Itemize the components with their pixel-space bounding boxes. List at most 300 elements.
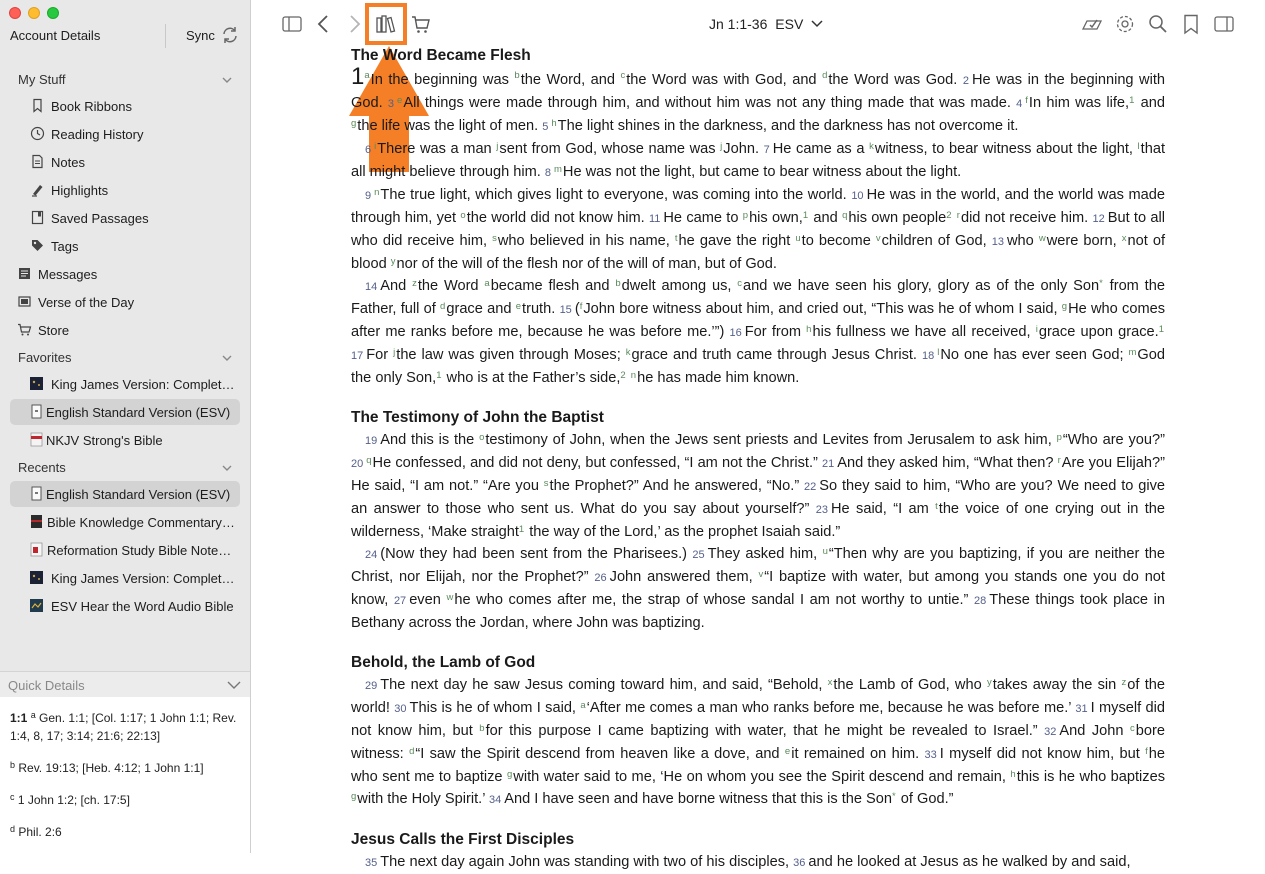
verse-number[interactable]: 15: [559, 304, 572, 316]
verse-text: nor of the will of the flesh nor of the will of man, but of God.: [396, 256, 777, 272]
cross-reference-marker[interactable]: e: [515, 301, 522, 312]
verse-text: grace and truth came through Jesus Christ.: [631, 347, 922, 363]
verse-text: (Now they had been sent from the Pharisees.): [380, 546, 693, 562]
verse-text: it remained on him.: [791, 746, 925, 762]
verse-text: the Word was with God, and: [626, 72, 823, 88]
cross-reference-marker[interactable]: w: [1038, 233, 1046, 244]
cross-reference-marker[interactable]: j: [720, 141, 723, 152]
verse-text: testimony of John, when the Jews sent priests and Levites from Jerusalem to ask him,: [485, 432, 1057, 448]
note-icon: [30, 154, 45, 169]
verse-text: He who comes after me ranks before me, because he was before me.’”): [351, 301, 1166, 340]
cross-reference-marker[interactable]: z: [412, 278, 417, 289]
verse-text: John.: [723, 141, 764, 157]
verse-text: grace and: [446, 301, 516, 317]
verse-text: truth.: [522, 301, 560, 317]
verse-text: he who sent me to baptize: [351, 746, 1165, 785]
cross-reference-marker[interactable]: 1: [802, 210, 809, 221]
sidebar-item-recent-esv[interactable]: [10, 481, 240, 507]
sidebar-item-verse-of-the-day[interactable]: [0, 289, 250, 315]
cross-reference-marker[interactable]: t: [674, 233, 678, 244]
book-cover-icon: [29, 376, 44, 391]
verse-text: who is at the Father’s side,: [442, 370, 621, 386]
book-cover-icon: [29, 598, 44, 613]
cross-reference-marker[interactable]: l: [1137, 141, 1140, 152]
sidebar: [0, 0, 251, 853]
cross-reference-marker[interactable]: v: [758, 569, 764, 580]
verse-number[interactable]: 33: [924, 749, 937, 761]
verse-of-day-icon: [17, 294, 32, 309]
verse-text: The next day he saw Jesus coming toward him, and said, “Behold,: [380, 677, 828, 693]
verse-text: even: [409, 592, 447, 608]
cross-reference-marker[interactable]: m: [554, 164, 562, 175]
verse-text: the Lamb of God, who: [833, 677, 987, 693]
sidebar-item-label: Verse of the Day: [38, 295, 135, 310]
verse-text: with the Holy Spirit.’: [357, 791, 489, 807]
cross-reference-marker[interactable]: 1: [1158, 324, 1164, 335]
cross-reference-marker[interactable]: c: [620, 70, 626, 81]
cross-reference-marker[interactable]: b: [479, 723, 485, 734]
verse-text: the law was given through Moses;: [396, 347, 626, 363]
verse-text: There was a man: [377, 141, 497, 157]
verse-text: the Word, and: [520, 72, 621, 88]
cross-reference-marker[interactable]: *: [892, 791, 896, 802]
verse-text: “Then why are you baptizing, if you are neither the Christ, nor Elijah, nor the Prophet?”: [351, 546, 1165, 585]
verse-text: For from: [744, 324, 807, 340]
verse-text: John bore witness about him, and cried out, “This was he of whom I said,: [583, 301, 1062, 317]
verse-number[interactable]: 4: [1016, 98, 1023, 110]
sidebar-item-label: Reformation Study Bible Note…: [47, 543, 232, 558]
messages-icon: [17, 266, 32, 281]
chevron-down-icon[interactable]: [220, 351, 234, 365]
clock-icon: [30, 126, 45, 141]
cross-reference-marker[interactable]: g: [1061, 301, 1068, 312]
sidebar-item-label: Notes: [51, 155, 85, 170]
sidebar-item-label: Store: [38, 323, 70, 338]
verse-number[interactable]: 5: [542, 121, 549, 133]
verse-text: He came as a: [772, 141, 870, 157]
passage-reference: Jn 1:1-36: [709, 16, 768, 32]
verse-text: grace upon grace.: [1038, 324, 1159, 340]
verse-number[interactable]: 11: [648, 213, 661, 225]
verse-text: witness, to bear witness about the light,: [874, 141, 1138, 157]
verse-text: “I baptize with water, but among you stands one you do not know,: [351, 569, 1165, 608]
right-panel-toggle-icon[interactable]: [1213, 13, 1235, 35]
window-controls: [9, 7, 59, 19]
book-cover-icon: [29, 432, 44, 447]
note-letter: d: [10, 824, 16, 834]
favorites-header[interactable]: Favorites: [18, 350, 72, 365]
verse-text: for this purpose I came baptizing with water, that he might be revealed to Israel.”: [485, 723, 1045, 739]
cross-reference-marker[interactable]: f: [1025, 95, 1028, 106]
cross-reference-marker[interactable]: s: [492, 233, 497, 244]
recents-header[interactable]: Recents: [18, 460, 66, 475]
verse-text: He was in the beginning with God.: [351, 72, 1166, 111]
verse-text: ‘After me comes a man who ranks before me, because he was before me.’: [586, 700, 1076, 716]
verse-text: No one has ever seen God;: [940, 347, 1129, 363]
reading-plan-icon[interactable]: [1081, 13, 1103, 35]
verse-text: And they asked him, “What then?: [837, 455, 1058, 471]
verse-text: In the beginning was: [370, 72, 515, 88]
verse-text: Are you Elijah?” He said, “I am not.” “Are you: [351, 455, 1165, 494]
verse-ref: 1:1: [10, 711, 28, 725]
note-letter: b: [10, 760, 16, 770]
cross-reference-marker[interactable]: o: [460, 210, 466, 221]
verse-text: But to all who did receive him,: [351, 210, 1165, 249]
verse-text: And John: [1059, 723, 1131, 739]
verse-number[interactable]: 12: [1092, 213, 1105, 225]
cross-reference-marker[interactable]: e: [784, 746, 791, 757]
book-cover-icon: [29, 542, 44, 557]
cross-reference-marker[interactable]: 2: [620, 370, 626, 381]
verse-text: And I have seen and have borne witness that this is the Son: [504, 791, 893, 807]
cross-reference-marker[interactable]: n: [374, 187, 380, 198]
verse-number[interactable]: 16: [729, 327, 742, 339]
cross-reference-marker[interactable]: j: [393, 347, 396, 358]
section-heading: The Testimony of John the Baptist: [351, 409, 604, 426]
section-heading: The Word Became Flesh: [351, 47, 531, 64]
cross-reference-marker[interactable]: r: [956, 210, 960, 221]
cross-reference-marker[interactable]: a: [484, 278, 490, 289]
sidebar-item-favorite-kjv[interactable]: [0, 371, 250, 397]
bible-version: ESV: [775, 16, 804, 32]
verse-text: he gave the right: [678, 233, 796, 249]
book-cover-icon: [29, 570, 44, 585]
passage-selector[interactable]: [709, 16, 823, 32]
cross-reference-marker[interactable]: 1: [518, 524, 525, 535]
zoom-window-button[interactable]: [47, 7, 59, 19]
cross-reference-marker[interactable]: k: [869, 141, 874, 152]
verse-text: He was in the world, and the world was made through him, yet: [351, 187, 1165, 226]
search-icon[interactable]: [1147, 13, 1169, 35]
verse-text: who: [1006, 233, 1039, 249]
cross-reference-marker[interactable]: g: [351, 791, 357, 802]
verse-text: did not receive him.: [960, 210, 1093, 226]
sync-icon[interactable]: [220, 25, 240, 45]
cross-reference-marker[interactable]: b: [514, 70, 520, 81]
sidebar-item-messages[interactable]: [0, 261, 250, 287]
sidebar-item-label: Book Ribbons: [51, 99, 132, 114]
paragraph: [351, 184, 1165, 275]
verse-text: the Word: [417, 278, 485, 294]
verse-number[interactable]: 18: [921, 350, 935, 362]
verse-text: and: [1135, 95, 1165, 111]
cross-reference-marker[interactable]: z: [1121, 677, 1127, 688]
verse-text: These things took place in Bethany across the Jordan, where John was baptizing.: [351, 592, 1166, 631]
cross-reference-entry[interactable]: [10, 709, 242, 745]
cross-reference-marker[interactable]: o: [479, 432, 485, 443]
paragraph: [351, 138, 1165, 184]
sidebar-item-label: Messages: [38, 267, 98, 282]
paragraph: [351, 851, 1165, 874]
verse-text: and he looked at Jesus as he walked by and said,: [808, 854, 1131, 870]
cross-reference-marker[interactable]: i: [374, 141, 377, 152]
cross-reference-marker[interactable]: g: [351, 118, 357, 129]
sidebar-item-label: Highlights: [51, 183, 109, 198]
quick-details-title: Quick Details: [8, 678, 85, 693]
cross-reference-marker[interactable]: b: [615, 278, 621, 289]
cross-reference-marker[interactable]: h: [806, 324, 812, 335]
verse-text: his fullness we have all received,: [812, 324, 1036, 340]
verse-text: with water said to me, ‘He on whom you see the Spirit descend and remain,: [513, 769, 1011, 785]
sidebar-item-label: King James Version: Complet…: [51, 377, 235, 392]
verse-text: And: [380, 278, 413, 294]
sidebar-item-saved-passages[interactable]: [0, 205, 250, 231]
my-stuff-header[interactable]: My Stuff: [18, 72, 66, 87]
cross-reference-marker[interactable]: v: [875, 233, 881, 244]
cross-reference-marker[interactable]: s: [543, 478, 549, 489]
tag-icon: [30, 238, 45, 253]
verse-text: this is he who baptizes: [1016, 769, 1165, 785]
verse-text: he has made him known.: [637, 370, 800, 386]
verse-number[interactable]: 9: [365, 190, 372, 202]
cross-reference-marker[interactable]: 1: [1129, 95, 1135, 106]
cross-reference-marker[interactable]: r: [1057, 455, 1061, 466]
verse-number[interactable]: 8: [544, 167, 551, 179]
verse-number[interactable]: 20: [351, 458, 364, 470]
store-cart-icon[interactable]: [410, 13, 432, 35]
sidebar-item-label: Bible Knowledge Commentary…: [47, 515, 235, 530]
highlighter-icon: [30, 182, 45, 197]
verse-text: God the only Son,: [351, 347, 1165, 386]
cross-reference-text: Phil. 2:6: [18, 825, 62, 839]
verse-number[interactable]: 17: [351, 350, 364, 362]
cross-reference-marker[interactable]: l: [937, 347, 940, 358]
verse-number[interactable]: 32: [1044, 726, 1057, 738]
chevron-down-icon[interactable]: [220, 73, 234, 87]
sidebar-item-store[interactable]: [0, 317, 250, 343]
cross-reference-marker[interactable]: n: [630, 370, 637, 381]
cross-reference-marker[interactable]: w: [446, 592, 454, 603]
sidebar-item-label: Reading History: [51, 127, 144, 142]
gear-icon[interactable]: [1114, 13, 1136, 35]
verse-number[interactable]: 7: [763, 144, 770, 156]
verse-text: children of God,: [881, 233, 992, 249]
bookmark-icon[interactable]: [1180, 13, 1202, 35]
sidebar-item-recent-esv-audio[interactable]: [0, 593, 250, 619]
verse-number[interactable]: 23: [815, 504, 829, 516]
cross-reference-marker[interactable]: u: [795, 233, 801, 244]
cross-reference-text: Gen. 1:1; [Col. 1:17; 1 John 1:1; Rev. 1:4, 8, 17; 3:14; 21:6; 22:13]: [10, 711, 237, 743]
cross-reference-marker[interactable]: a: [580, 700, 586, 711]
verse-text: the way of the Lord,’ as the prophet Isaiah said.”: [525, 524, 841, 540]
paragraph: [351, 543, 1165, 634]
section-heading: Jesus Calls the First Disciples: [351, 831, 575, 848]
verse-number[interactable]: 28: [974, 595, 987, 607]
sidebar-item-reading-history[interactable]: [0, 121, 250, 147]
cross-reference-marker[interactable]: x: [1121, 233, 1127, 244]
cross-reference-marker[interactable]: h: [1010, 769, 1016, 780]
verse-text: of God.”: [896, 791, 954, 807]
section-heading: Behold, the Lamb of God: [351, 654, 536, 671]
verse-number[interactable]: 13: [991, 236, 1004, 248]
sidebar-item-favorite-nkjv[interactable]: [0, 427, 250, 453]
sidebar-item-label: NKJV Strong's Bible: [46, 433, 163, 448]
verse-text: the Word was God.: [828, 72, 963, 88]
verse-number[interactable]: 35: [365, 857, 378, 869]
verse-text: the life was the light of men.: [357, 118, 543, 134]
verse-text: became flesh and: [490, 278, 616, 294]
bookmark-icon: [30, 98, 45, 113]
cross-reference-marker[interactable]: *: [1099, 278, 1103, 289]
paragraph: [351, 429, 1165, 543]
quick-details-panel: [0, 697, 250, 853]
cross-reference-marker[interactable]: q: [366, 455, 372, 466]
back-icon[interactable]: [313, 13, 335, 35]
close-window-button[interactable]: [9, 7, 21, 19]
cross-reference-text: 1 John 1:2; [ch. 17:5]: [17, 793, 130, 807]
verse-text: In him was life,: [1028, 95, 1130, 111]
verse-text: (: [574, 301, 580, 317]
sidebar-item-label: ESV Hear the Word Audio Bible: [51, 599, 234, 614]
chevron-down-icon[interactable]: [220, 461, 234, 475]
cross-reference-marker[interactable]: c: [1130, 723, 1135, 734]
verse-number[interactable]: 27: [393, 595, 407, 607]
sidebar-item-recent-reformation[interactable]: [0, 537, 250, 563]
cross-reference-text: Rev. 19:13; [Heb. 4:12; 1 John 1:1]: [18, 761, 204, 775]
book-cover-icon: [29, 486, 44, 501]
verse-text: to become: [801, 233, 876, 249]
cross-reference-entry[interactable]: [10, 759, 242, 777]
cross-reference-marker[interactable]: p: [1056, 432, 1062, 443]
cross-reference-marker[interactable]: h: [551, 118, 557, 129]
cross-reference-entry[interactable]: [10, 823, 242, 841]
cross-reference-marker[interactable]: m: [1128, 347, 1137, 358]
sidebar-item-book-ribbons[interactable]: [0, 93, 250, 119]
verse-text: bore witness:: [351, 723, 1166, 762]
minimize-window-button[interactable]: [28, 7, 40, 19]
sidebar-item-label: English Standard Version (ESV): [46, 487, 231, 502]
cross-reference-marker[interactable]: d: [409, 746, 415, 757]
note-letter: a: [30, 710, 36, 720]
verse-text: takes away the sin: [992, 677, 1122, 693]
book-cover-icon: [29, 514, 44, 529]
verse-text: “I saw the Spirit descend from heaven like a dove, and: [415, 746, 785, 762]
verse-number[interactable]: 22: [804, 481, 817, 493]
verse-text: He was not the light, but came to bear witness about the light.: [562, 164, 962, 180]
note-letter: c: [10, 792, 15, 802]
verse-text: that all might believe through him.: [351, 141, 1166, 180]
bible-text: [351, 45, 1165, 874]
sidebar-item-recent-bkc[interactable]: [0, 509, 250, 535]
verse-text: The true light, which gives light to everyone, was coming into the world.: [380, 187, 852, 203]
verse-number[interactable]: 24: [365, 549, 378, 561]
verse-text: his own,: [749, 210, 803, 226]
cross-reference-marker[interactable]: k: [625, 347, 631, 358]
cross-reference-marker[interactable]: p: [742, 210, 749, 221]
sidebar-item-tags[interactable]: [0, 233, 250, 259]
verse-number[interactable]: 34: [488, 794, 502, 806]
sidebar-item-notes[interactable]: [0, 149, 250, 175]
verse-text: of the world!: [351, 677, 1165, 716]
verse-text: who believed in his name,: [497, 233, 675, 249]
cross-reference-marker[interactable]: j: [496, 141, 499, 152]
verse-text: This is he of whom I said,: [409, 700, 581, 716]
verse-text: and: [809, 210, 843, 226]
verse-text: And this is the: [380, 432, 480, 448]
verse-text: were born,: [1046, 233, 1122, 249]
verse-number[interactable]: 10: [851, 190, 864, 202]
sidebar-item-label: Saved Passages: [51, 211, 149, 226]
verse-text: the Prophet?” And he answered, “No.”: [549, 478, 805, 494]
verse-text: For: [366, 347, 394, 363]
cross-reference-marker[interactable]: f: [579, 301, 583, 312]
cross-reference-marker[interactable]: y: [390, 256, 396, 267]
cross-reference-marker[interactable]: q: [842, 210, 848, 221]
verse-text: from the Father, full of: [351, 278, 1165, 317]
verse-text: I myself did not know him, but: [351, 700, 1165, 739]
sidebar-item-label: Tags: [51, 239, 79, 254]
verse-text: his own people: [848, 210, 947, 226]
cross-reference-marker[interactable]: e: [397, 95, 403, 106]
cross-reference-marker[interactable]: a: [364, 70, 370, 81]
paragraph: [351, 275, 1165, 389]
verse-number[interactable]: 26: [594, 572, 607, 584]
account-bar: [0, 24, 250, 50]
sync-button[interactable]: Sync: [186, 28, 215, 43]
verse-number[interactable]: 29: [365, 680, 378, 692]
verse-text: John answered them,: [609, 569, 759, 585]
verse-number[interactable]: 30: [394, 703, 407, 715]
cross-reference-marker[interactable]: f: [1145, 746, 1148, 757]
verse-number[interactable]: 19: [365, 435, 378, 447]
cross-reference-marker[interactable]: t: [935, 501, 938, 512]
cross-reference-marker[interactable]: g: [506, 769, 513, 780]
cross-reference-marker[interactable]: d: [822, 70, 828, 81]
account-details-button[interactable]: Account Details: [10, 28, 101, 43]
verse-number[interactable]: 31: [1075, 703, 1088, 715]
sidebar-item-highlights[interactable]: [0, 177, 250, 203]
verse-text: not of blood: [351, 233, 1166, 272]
verse-number[interactable]: 14: [365, 281, 378, 293]
verse-number[interactable]: 3: [387, 98, 395, 110]
verse-text: he who comes after me, the strap of whose sandal I am not worthy to untie.”: [454, 592, 974, 608]
paragraph: [351, 674, 1165, 811]
verse-number[interactable]: 2: [962, 75, 969, 87]
sidebar-toggle-icon[interactable]: [281, 13, 303, 35]
chapter-number: 1: [351, 63, 365, 90]
paragraph: [351, 63, 1166, 138]
verse-text: and we have seen his glory, glory as of the only Son: [743, 278, 1100, 294]
forward-icon[interactable]: [343, 13, 365, 35]
verse-text: The next day again John was standing with two of his disciples,: [380, 854, 794, 870]
verse-text: the voice of one crying out in the wilderness, ‘Make straight: [351, 501, 1166, 540]
book-cover-icon: [29, 404, 44, 419]
cross-reference-marker[interactable]: 2: [946, 210, 952, 221]
chevron-down-icon[interactable]: [226, 678, 242, 692]
verse-number[interactable]: 36: [793, 857, 806, 869]
cart-icon: [17, 322, 32, 337]
cross-reference-marker[interactable]: u: [822, 546, 828, 557]
cross-reference-entry[interactable]: [10, 791, 242, 809]
verse-text: dwelt among us,: [621, 278, 738, 294]
sidebar-item-recent-kjv[interactable]: [0, 565, 250, 591]
cross-reference-marker[interactable]: y: [986, 677, 992, 688]
cross-reference-marker[interactable]: c: [737, 278, 743, 289]
sidebar-item-favorite-esv[interactable]: [10, 399, 240, 425]
sidebar-item-label: King James Version: Complet…: [51, 571, 235, 586]
cross-reference-marker[interactable]: i: [1035, 324, 1038, 335]
verse-text: So they said to him, “Who are you? We need to give an answer to those who sent us. What do you say about yourself?”: [351, 478, 1165, 517]
cross-reference-marker[interactable]: 1: [436, 370, 442, 381]
quick-details-header[interactable]: [0, 671, 250, 697]
verse-number[interactable]: 6: [365, 144, 372, 156]
cross-reference-marker[interactable]: x: [827, 677, 833, 688]
verse-number[interactable]: 25: [692, 549, 705, 561]
cross-reference-marker[interactable]: d: [440, 301, 446, 312]
verse-number[interactable]: 21: [822, 458, 835, 470]
saved-passages-icon: [30, 210, 45, 225]
verse-text: the world did not know him.: [466, 210, 649, 226]
